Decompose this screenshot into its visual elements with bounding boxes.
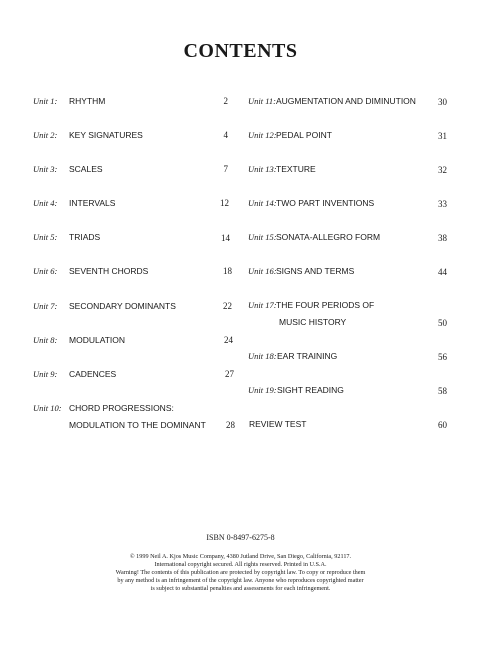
unit-9-page: 27: [225, 369, 234, 379]
unit-3-number: Unit 3:: [33, 164, 58, 174]
unit-16-title: SIGNS AND TERMS: [276, 266, 355, 276]
unit-2-number: Unit 2:: [33, 130, 58, 140]
unit-1-page: 2: [223, 96, 228, 106]
unit-14-page: 33: [438, 199, 447, 209]
isbn: ISBN 0-8497-6275-8: [206, 533, 275, 542]
unit-17-number: Unit 17:: [248, 300, 277, 310]
unit-4-page: 12: [220, 198, 229, 208]
unit-19-number: Unit 19:: [248, 385, 277, 395]
unit-7-page: 22: [223, 301, 232, 311]
review-test-title: REVIEW TEST: [249, 419, 307, 429]
unit-14-number: Unit 14:: [248, 198, 277, 208]
unit-15-number: Unit 15:: [248, 232, 277, 242]
unit-9-number: Unit 9:: [33, 369, 58, 379]
unit-8-title: MODULATION: [69, 335, 126, 345]
unit-2-page: 4: [223, 130, 228, 140]
unit-12-page: 31: [438, 131, 447, 141]
unit-2-title: KEY SIGNATURES: [69, 130, 143, 140]
copyright-line: © 1999 Neil A. Kjos Music Company, 4380 Jutland Drive, San Diego, California, 92117.: [129, 553, 352, 560]
rights-line: International copyright secured. All rights reserved. Printed in U.S.A.: [154, 561, 327, 568]
unit-3-page: 7: [223, 164, 228, 174]
unit-11-title: AUGMENTATION AND DIMINUTION: [276, 96, 416, 106]
unit-10-number: Unit 10:: [33, 403, 62, 413]
unit-1-title: RHYTHM: [69, 96, 106, 106]
unit-7-number: Unit 7:: [33, 301, 58, 311]
unit-5-number: Unit 5:: [33, 232, 58, 242]
unit-10-title: CHORD PROGRESSIONS:: [69, 403, 174, 413]
unit-6-number: Unit 6:: [33, 266, 58, 276]
unit-14-title: TWO PART INVENTIONS: [276, 198, 375, 208]
unit-17-page: 50: [438, 318, 447, 328]
unit-10-page: 28: [226, 420, 235, 430]
unit-18-title: EAR TRAINING: [277, 351, 338, 361]
unit-4-number: Unit 4:: [33, 198, 58, 208]
unit-9-title: CADENCES: [69, 369, 117, 379]
unit-17-title-line2: MUSIC HISTORY: [279, 317, 347, 327]
unit-12-title: PEDAL POINT: [276, 130, 332, 140]
unit-12-number: Unit 12:: [248, 130, 277, 140]
warning-line-2: by any method is an infringement of the copyright law. Anyone who reproduces copyrighted matter: [117, 577, 364, 584]
warning-line-3: is subject to substantial penalties and assessments for each infringement.: [150, 585, 331, 592]
unit-7-title: SECONDARY DOMINANTS: [69, 301, 176, 311]
unit-8-number: Unit 8:: [33, 335, 58, 345]
unit-5-page: 14: [221, 233, 230, 243]
page-title: CONTENTS: [183, 40, 298, 62]
unit-16-number: Unit 16:: [248, 266, 277, 276]
unit-13-number: Unit 13:: [248, 164, 277, 174]
unit-19-title: SIGHT READING: [277, 385, 344, 395]
unit-13-title: TEXTURE: [276, 164, 316, 174]
unit-18-number: Unit 18:: [248, 351, 277, 361]
unit-10-title-line2: MODULATION TO THE DOMINANT: [69, 420, 206, 430]
unit-1-number: Unit 1:: [33, 96, 58, 106]
unit-6-title: SEVENTH CHORDS: [69, 266, 149, 276]
unit-11-number: Unit 11:: [248, 96, 276, 106]
unit-11-page: 30: [438, 97, 447, 107]
warning-line-1: Warning! The contents of this publication are protected by copyright law. To copy or reproduce them: [115, 569, 366, 576]
review-test-page: 60: [438, 420, 447, 430]
unit-16-page: 44: [438, 267, 447, 277]
unit-3-title: SCALES: [69, 164, 103, 174]
unit-13-page: 32: [438, 165, 447, 175]
unit-15-title: SONATA-ALLEGRO FORM: [276, 232, 381, 242]
unit-15-page: 38: [438, 233, 447, 243]
unit-5-title: TRIADS: [69, 232, 101, 242]
unit-17-title: THE FOUR PERIODS OF: [276, 300, 375, 310]
unit-6-page: 18: [223, 266, 232, 276]
unit-19-page: 58: [438, 386, 447, 396]
unit-4-title: INTERVALS: [69, 198, 116, 208]
unit-18-page: 56: [438, 352, 447, 362]
unit-8-page: 24: [224, 335, 233, 345]
